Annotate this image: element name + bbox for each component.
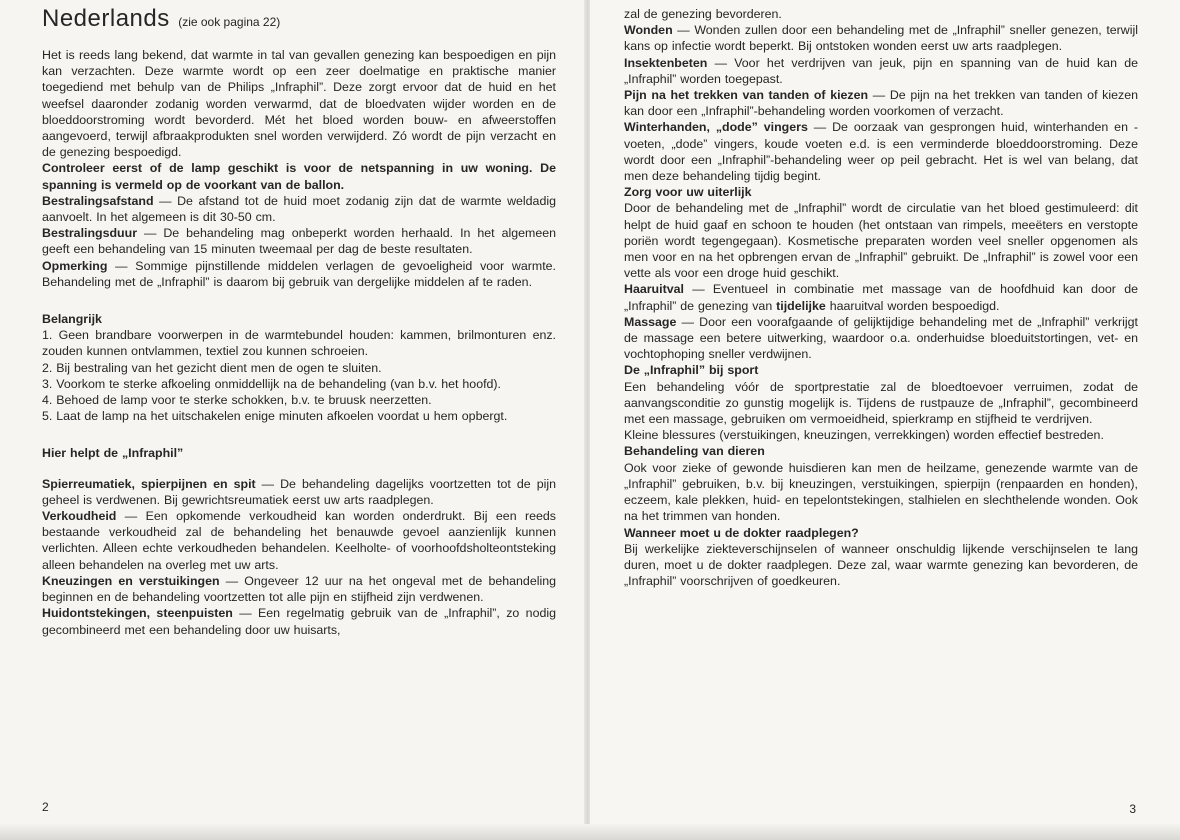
condition-term: Pijn na het trekken van tanden of kiezen bbox=[624, 88, 869, 103]
condition-term: Huidontstekingen, steenpuisten bbox=[42, 606, 233, 621]
hair-term: Haaruitval bbox=[624, 282, 684, 297]
page-bottom-edge bbox=[0, 824, 1180, 840]
item-term: Bestralingsafstand bbox=[42, 193, 154, 208]
important-heading: Belangrijk bbox=[42, 312, 102, 327]
important-list bbox=[42, 327, 556, 424]
condition-text: — De oorzaak van gesprongen huid, winterhanden en -voeten, „dode” vingers, koude voeten e.d. is een verminderde bloeddoorstroming. Deze wordt door een „Infraphil”-behandeling weer op peil gebracht. Het is wel van belang, dat men deze behandeling tijdig begint. bbox=[624, 120, 1138, 184]
skin-heading: Zorg voor uw uiterlijk bbox=[624, 185, 752, 200]
condition-paragraph bbox=[624, 22, 1138, 54]
item-text: — De behandeling mag onbeperkt worden herhaald. In het algemeen geeft een behandeling van 15 minuten tweemaal per dag de beste resultaten. bbox=[42, 226, 556, 257]
condition-text: — Een regelmatig gebruik van de „Infraphil”, zo nodig gecombineerd met een behandeling door uw huisarts, bbox=[42, 606, 556, 637]
list-item: 4. Behoed de lamp voor te sterke schokken, b.v. te bruusk neerzetten. bbox=[42, 393, 432, 408]
animals-heading: Behandeling van dieren bbox=[624, 444, 765, 459]
condition-term: Winterhanden, „dode” vingers bbox=[624, 120, 808, 135]
list-item: 2. Bij bestraling van het gezicht dient men de ogen te sluiten. bbox=[42, 360, 382, 375]
page-number-left: 2 bbox=[42, 800, 49, 814]
page-title: Nederlands bbox=[42, 5, 170, 32]
item-text: — Sommige pijnstillende middelen verlagen de gevoeligheid voor warmte. Behandeling met de „Infraphil” is daarom bij gebruik van dergelijke middelen af te raden. bbox=[42, 258, 556, 289]
condition-paragraph bbox=[42, 508, 556, 573]
condition-paragraph bbox=[624, 55, 1138, 87]
page-number-right: 3 bbox=[1129, 802, 1136, 816]
right-page bbox=[590, 0, 1180, 840]
sport-paragraph: Een behandeling vóór de sportprestatie zal de bloedtoevoer verruimen, zodat de aanvangsconditie zo gunstig mogelijk is. Tijdens de rustpauze de „Infraphil”, gecombineerd met een massage, gebruiken om vermoeidheid, spierkramp en stijfheid te verdrijven. bbox=[624, 379, 1138, 427]
item-paragraph bbox=[42, 193, 556, 225]
item-term: Bestralingsduur bbox=[42, 226, 138, 241]
spacer bbox=[42, 290, 556, 311]
condition-term: Verkoudheid bbox=[42, 509, 117, 524]
condition-term: Insektenbeten bbox=[624, 55, 708, 70]
spacer bbox=[42, 462, 556, 476]
continuation-text: zal de genezing bevorderen. bbox=[624, 7, 782, 21]
spacer bbox=[42, 424, 556, 445]
hair-bold: tijdelijke bbox=[776, 298, 826, 313]
condition-text: — Wonden zullen door een behandeling met de „Infraphil” sneller genezen, terwijl kans op infectie wordt beperkt. Bij ontstoken wonden eerst uw arts raadplegen. bbox=[624, 23, 1138, 54]
condition-paragraph bbox=[624, 87, 1138, 119]
hair-text-b: haaruitval worden bespoedigd. bbox=[825, 298, 1000, 313]
doctor-heading: Wanneer moet u de dokter raadplegen? bbox=[624, 525, 859, 540]
condition-paragraph bbox=[42, 605, 556, 637]
hair-paragraph bbox=[624, 281, 1138, 313]
massage-term: Massage bbox=[624, 314, 677, 329]
condition-paragraph bbox=[624, 119, 1138, 184]
doctor-paragraph: Bij werkelijke ziekteverschijnselen of wanneer onschuldig lijkende verschijnselen te lang duren, moet u de dokter raadplegen. Deze zal, waar warmte genezing kan bevorderen, de „Infraphil” voorschrijven of goedkeuren. bbox=[624, 541, 1138, 589]
condition-term: Kneuzingen en verstuikingen bbox=[42, 573, 220, 588]
list-item: 5. Laat de lamp na het uitschakelen enige minuten afkoelen voordat u hem opbergt. bbox=[42, 409, 508, 424]
animals-paragraph: Ook voor zieke of gewonde huisdieren kan men de heilzame, genezende warmte van de „Infraphil” gebruiken, b.v. bij kneuzingen, verstuikingen, spierpijn (renpaarden en honden), eczeem, kale plekken, huid- en tepelontstekingen, stalhielen en slechthelende wonden. Ook na het trimmen van honden. bbox=[624, 460, 1138, 524]
control-note-text: Controleer eerst of de lamp geschikt is voor de netspanning in uw woning. De spanning is vermeld op de voorkant van de ballon. bbox=[42, 161, 556, 192]
condition-text: — De pijn na het trekken van tanden of kiezen kan door een „Infraphil”-behandeling worden voorkomen of verzacht. bbox=[624, 88, 1138, 119]
left-page bbox=[0, 0, 586, 840]
condition-term: Spierreumatiek, spierpijnen en spit bbox=[42, 476, 256, 491]
massage-text: — Door een voorafgaande of gelijktijdige behandeling met de „Infraphil” verkrijgt de massage een betere uitwerking, waardoor o.a. onderhuidse bloeduitstortingen, vet- en vochtophoping sneller verdwijnen. bbox=[624, 314, 1138, 362]
list-item: 3. Voorkom te sterke afkoeling onmiddellijk na de behandeling (van b.v. het hoofd). bbox=[42, 376, 501, 391]
item-paragraph bbox=[42, 225, 556, 257]
condition-text: — Ongeveer 12 uur na het ongeval met de behandeling beginnen en de behandeling voortzetten tot alle pijn en stijfheid zijn verdwenen. bbox=[42, 573, 557, 605]
page-subtitle: (zie ook pagina 22) bbox=[178, 15, 281, 29]
item-paragraph bbox=[42, 258, 556, 290]
item-term: Opmerking bbox=[42, 258, 108, 273]
title-line bbox=[42, 4, 556, 37]
injuries-paragraph: Kleine blessures (verstuikingen, kneuzingen, verrekkingen) worden effectief bestreden. bbox=[624, 428, 1104, 443]
item-text: — De afstand tot de huid moet zodanig zijn dat de warmte weldadig aanvoelt. In het algemeen is dit 30-50 cm. bbox=[42, 193, 556, 225]
condition-paragraph bbox=[42, 573, 556, 605]
massage-paragraph bbox=[624, 314, 1138, 363]
condition-term: Wonden bbox=[624, 23, 673, 38]
list-item: 1. Geen brandbare voorwerpen in de warmtebundel houden: kammen, brilmonturen enz. zouden kunnen ontvlammen, textiel zou kunnen schroeien. bbox=[42, 328, 556, 359]
hair-text-a: — Eventueel in combinatie met massage van de hoofdhuid kan door de „Infraphil” de genezing van bbox=[624, 282, 1138, 313]
intro-paragraph: Het is reeds lang bekend, dat warmte in tal van gevallen genezing kan bespoedigen en pijn kan verzachten. Deze warmte wordt op een zeer doelmatige en praktische manier toegediend met behulp van de Philips „Infraphil”. Deze zorgt ervoor dat de huid en het weefsel daaronder zodanig worden verwarmd, dat de bloedvaten wijder worden en de bloeddoorstroming wordt bevorderd. Mét het bloed worden bouw- en afweerstoffen aangevoerd, terwijl afbraakprodukten snel worden verwijderd. Zó wordt de pijn verzacht en de genezing bespoedigd. bbox=[42, 48, 556, 160]
condition-text: — Voor het verdrijven van jeuk, pijn en spanning van de huid kan de „Infraphil” worden toegepast. bbox=[624, 55, 1138, 86]
condition-paragraph bbox=[42, 476, 556, 508]
skin-paragraph: Door de behandeling met de „Infraphil” wordt de circulatie van het bloed gestimuleerd: dit helpt de huid gaaf en schoon te houden (het ontstaan van rimpels, meeëters en verstopte poriën wordt tegengegaan). Kosmetische preparaten worden veel sneller opgenomen als men voor en na het opbrengen ervan de „Infraphil” gebruikt. De „Infraphil” is zowel voor een vette als voor een droge huid geschikt. bbox=[624, 201, 1138, 281]
condition-text: — Een opkomende verkoudheid kan worden onderdrukt. Bij een reeds bestaande verkoudheid zal de behandeling het benauwde gevoel aanzienlijk kunnen verlichten. Alleen echte verkoudheden behandelen. Keelholte- of voorhoofdsholteontsteking alleen behandelen na overleg met uw arts. bbox=[42, 509, 556, 572]
help-heading: Hier helpt de „Infraphil” bbox=[42, 446, 184, 461]
condition-text: — De behandeling dagelijks voortzetten tot de pijn geheel is verdwenen. Bij gewrichtsreumatiek eerst uw arts raadplegen. bbox=[42, 476, 557, 507]
control-note bbox=[42, 160, 556, 192]
sport-heading: De „Infraphil” bij sport bbox=[624, 363, 759, 378]
